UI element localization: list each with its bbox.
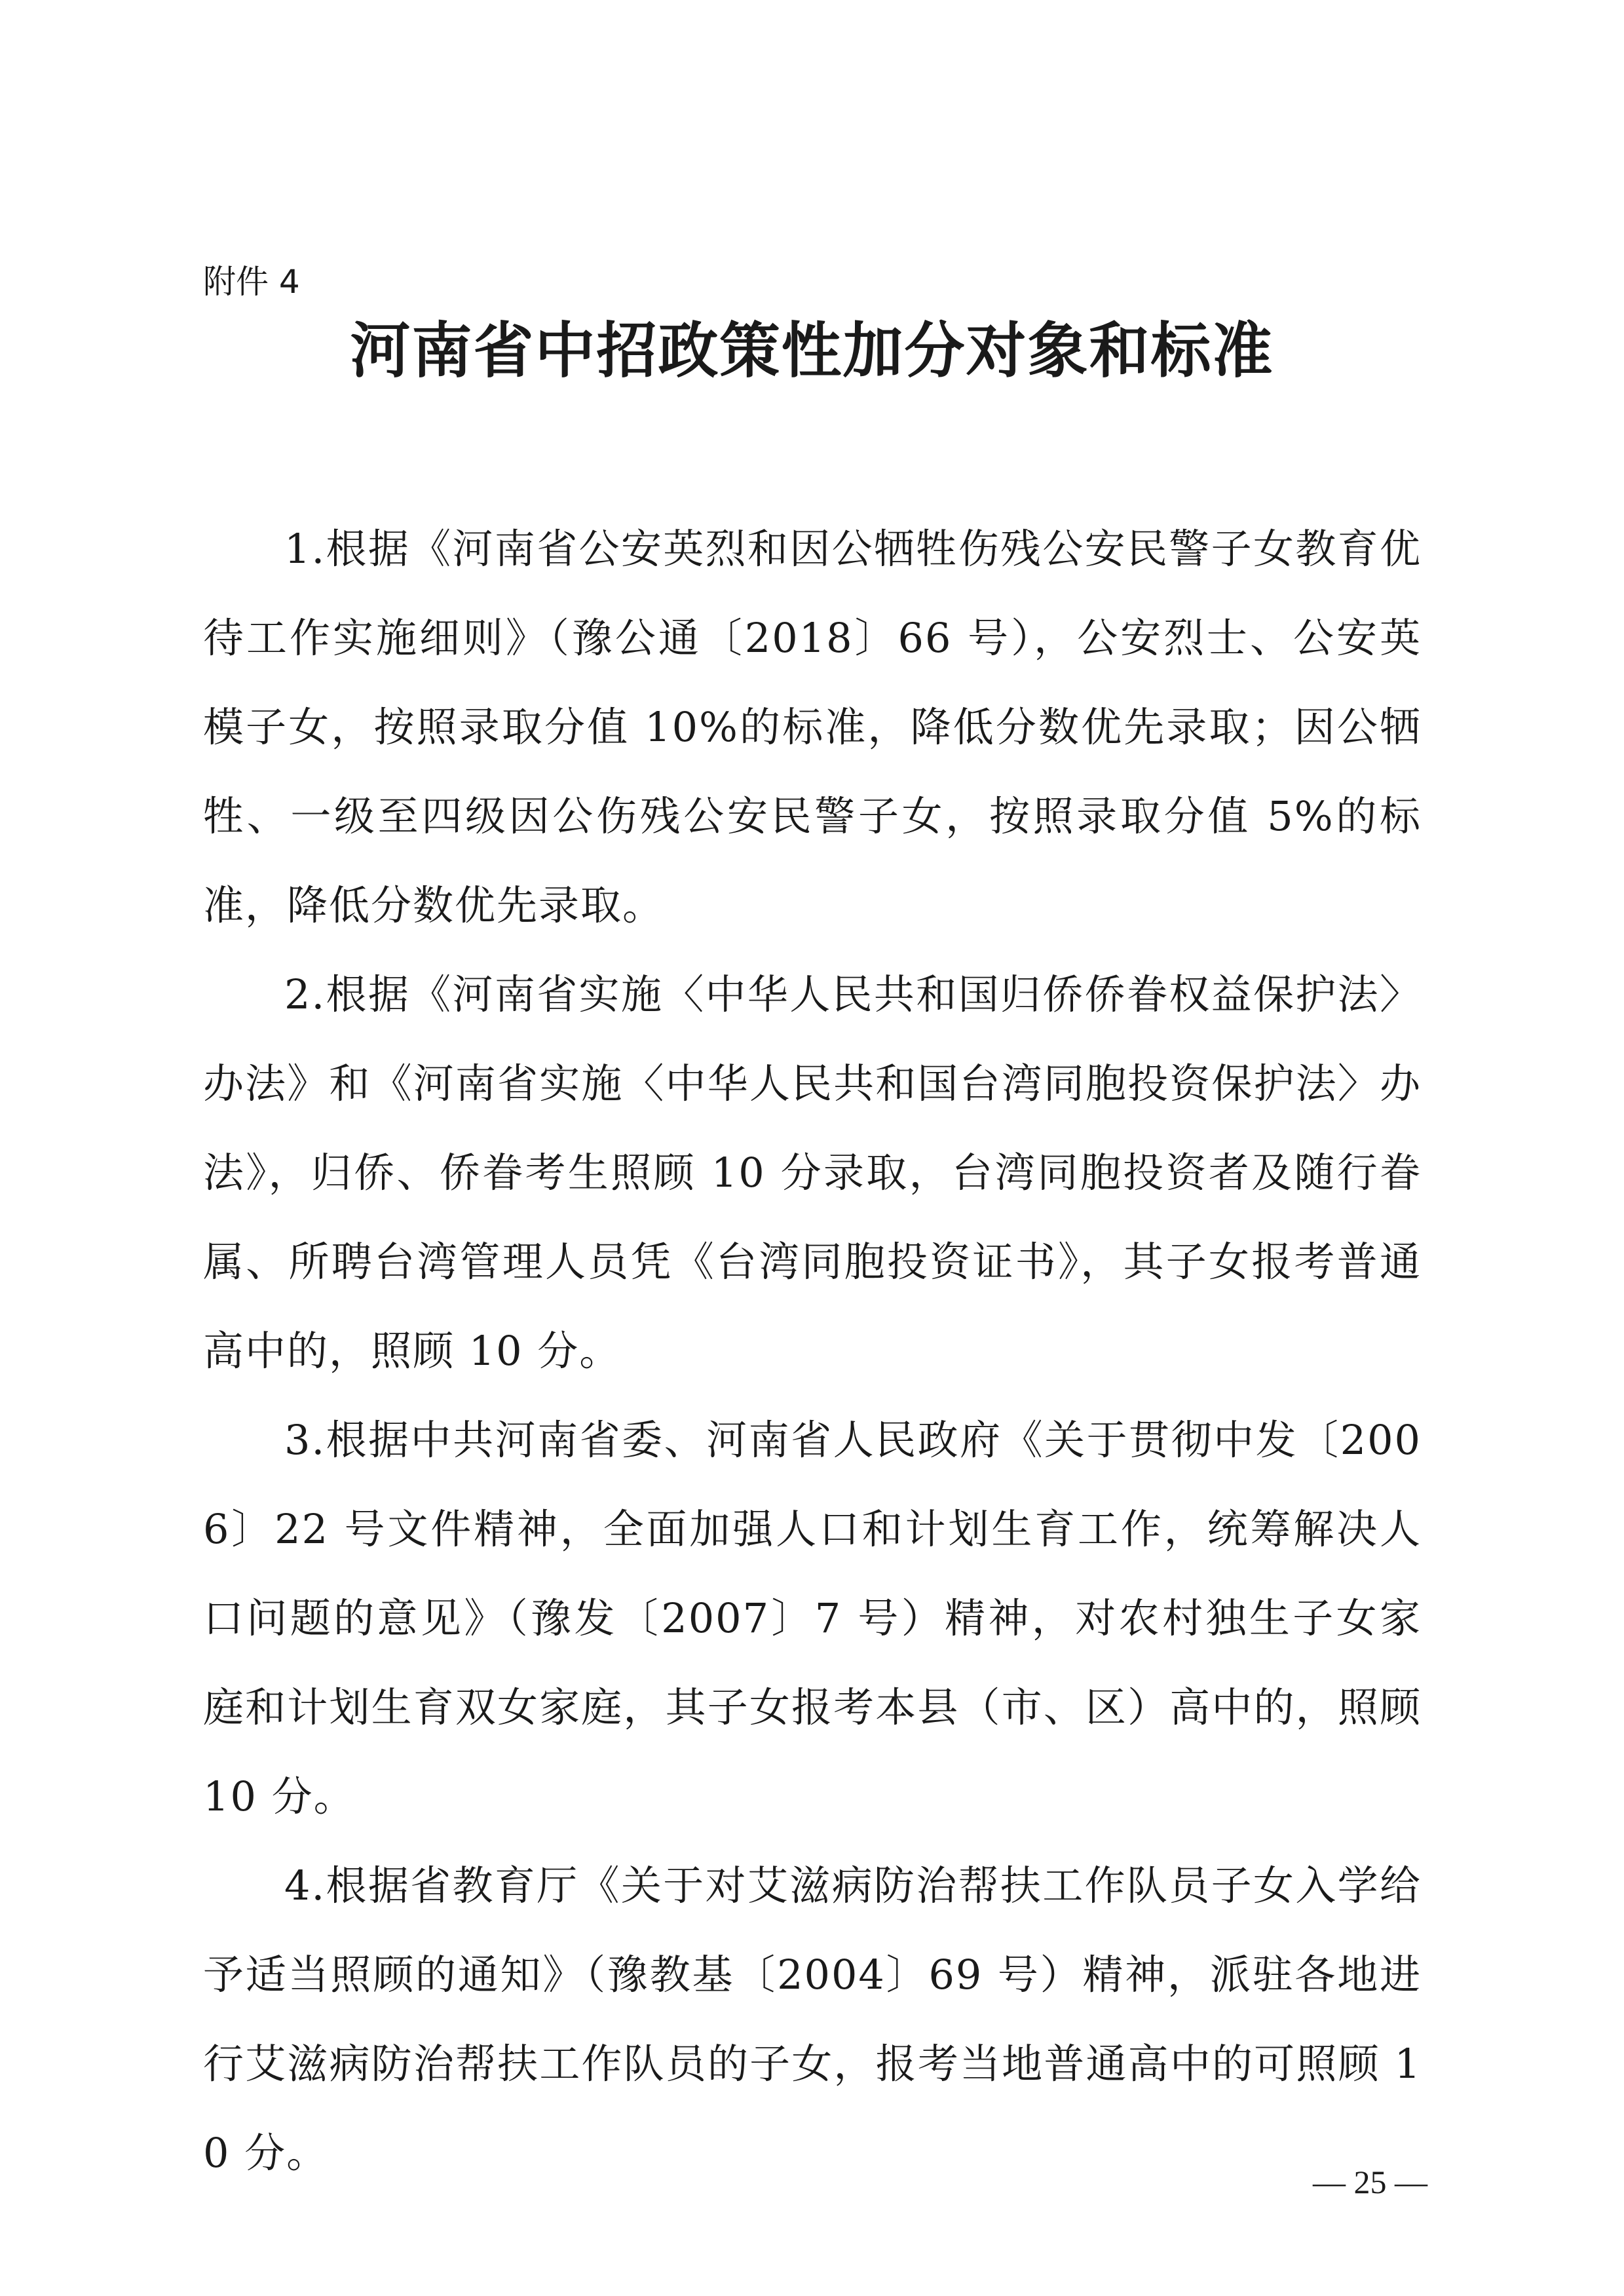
document-body <box>203 505 1422 2198</box>
paragraph-3: 3.根据中共河南省委、河南省人民政府《关于贯彻中发〔2006〕22 号文件精神，全面加强人口和计划生育工作，统筹解决人口问题的意见》（豫发〔2007〕7 号）精神，对农村独生子女家庭和计划生育双女家庭，其子女报考本县（市、区）高中的，照顾 10 分。 <box>203 1416 1422 1820</box>
paragraph-1: 1.根据《河南省公安英烈和因公牺牲伤残公安民警子女教育优待工作实施细则》（豫公通〔2018〕66 号），公安烈士、公安英模子女，按照录取分值 10%的标准，降低分数优先录取；因公牺牲、一级至四级因公伤残公安民警子女，按照录取分值 5%的标准，降低分数优先录取。 <box>203 525 1422 929</box>
page-number: — 25 — <box>1313 2164 1427 2200</box>
paragraph-4: 4.根据省教育厅《关于对艾滋病防治帮扶工作队员子女入学给予适当照顾的通知》（豫教基〔2004〕69 号）精神，派驻各地进行艾滋病防治帮扶工作队员的子女，报考当地普通高中的可照顾 10 分。 <box>203 1862 1422 2177</box>
document-title: 河南省中招政策性加分对象和标准 <box>350 315 1274 386</box>
paragraph-2: 2.根据《河南省实施〈中华人民共和国归侨侨眷权益保护法〉办法》和《河南省实施〈中华人民共和国台湾同胞投资保护法〉办法》，归侨、侨眷考生照顾 10 分录取，台湾同胞投资者及随行眷属、所聘台湾管理人员凭《台湾同胞投资证书》，其子女报考普通高中的，照顾 10 分。 <box>203 970 1422 1375</box>
attachment-label: 附件 4 <box>203 263 300 301</box>
